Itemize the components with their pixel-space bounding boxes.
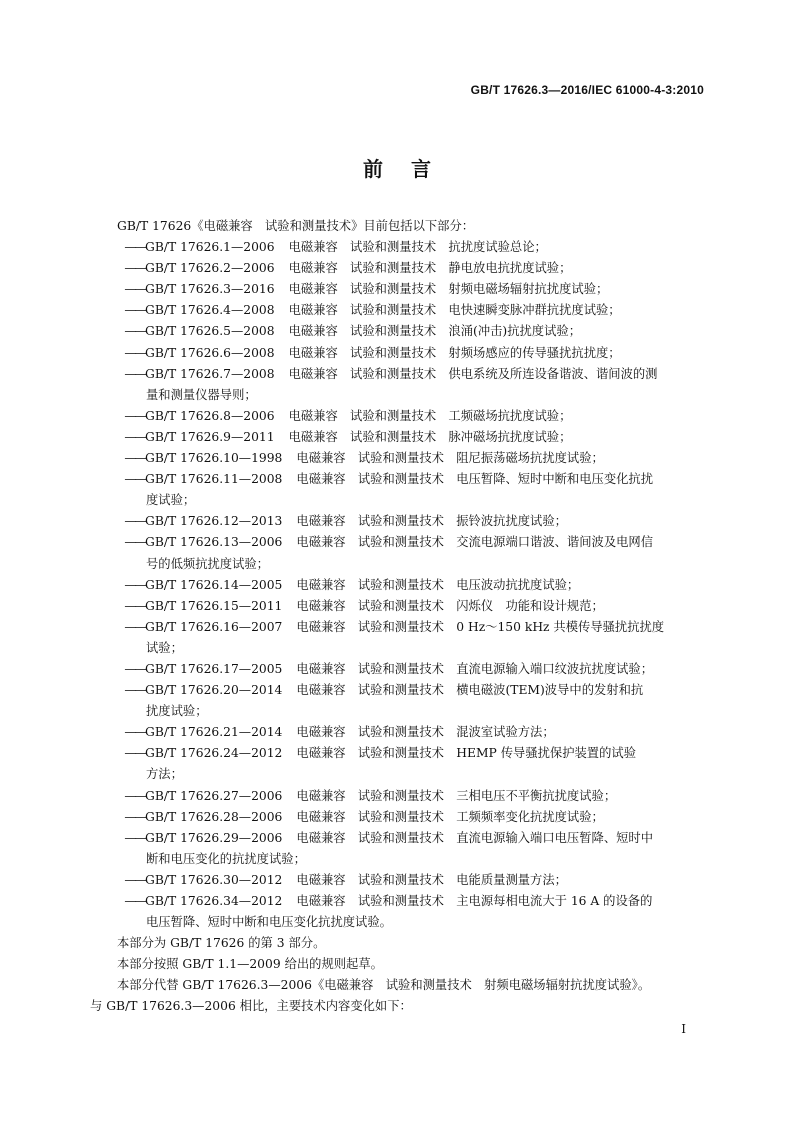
standard-title: 电磁兼容 试验和测量技术 浪涌(冲击)抗扰度试验； (288, 324, 581, 339)
list-dash: —— (124, 872, 145, 887)
list-item (90, 722, 706, 743)
document-body (90, 216, 706, 1018)
list-dash: —— (124, 366, 145, 381)
list-item-continuation: 扰度试验； (146, 704, 208, 719)
page-title (0, 153, 794, 182)
list-dash: —— (124, 514, 145, 529)
list-item (90, 343, 706, 364)
standard-code: GB/T 17626.6—2008 (145, 345, 275, 360)
list-dash: —— (124, 240, 145, 255)
standard-code: GB/T 17626.5—2008 (145, 324, 275, 339)
list-item (90, 617, 706, 638)
list-item (90, 680, 706, 701)
page-number: I (681, 1022, 686, 1036)
paragraph-continuation: 与 GB/T 17626.3—2006 相比，主要技术内容变化如下： (90, 999, 412, 1014)
standard-code: GB/T 17626.16—2007 (145, 619, 283, 634)
list-item (90, 427, 706, 448)
list-dash: —— (124, 282, 145, 297)
list-dash: —— (124, 324, 145, 339)
standard-title: 电磁兼容 试验和测量技术 HEMP 传导骚扰保护装置的试验 (296, 746, 636, 761)
standard-title: 电磁兼容 试验和测量技术 闪烁仪 功能和设计规范； (296, 598, 604, 613)
standard-code: GB/T 17626.10—1998 (145, 451, 283, 466)
list-dash: —— (124, 788, 145, 803)
standard-code: GB/T 17626.27—2006 (145, 788, 283, 803)
list-dash: —— (124, 598, 145, 613)
list-item (90, 743, 706, 764)
list-item (90, 575, 706, 596)
standard-title: 电磁兼容 试验和测量技术 脉冲磁场抗扰度试验； (288, 429, 572, 444)
standard-title: 电磁兼容 试验和测量技术 供电系统及所连设备谐波、谐间波的测 (288, 366, 658, 381)
standard-title: 电磁兼容 试验和测量技术 三相电压不平衡抗扰度试验； (296, 788, 617, 803)
paragraph: 本部分为 GB/T 17626 的第 3 部分。 (117, 936, 326, 951)
list-item (90, 364, 706, 385)
standard-code: GB/T 17626.2—2006 (145, 261, 275, 276)
list-item-continuation: 量和测量仪器导则； (146, 387, 257, 402)
standard-code: GB/T 17626.8—2006 (145, 408, 275, 423)
list-item (90, 786, 706, 807)
standard-code: GB/T 17626.29—2006 (145, 830, 283, 845)
list-dash: —— (124, 619, 145, 634)
standard-title: 电磁兼容 试验和测量技术 混波室试验方法； (296, 725, 555, 740)
intro-paragraph: GB/T 17626《电磁兼容 试验和测量技术》目前包括以下部分： (117, 219, 475, 233)
standard-code: GB/T 17626.20—2014 (145, 683, 283, 698)
list-item (90, 828, 706, 849)
standard-code: GB/T 17626.12—2013 (145, 514, 283, 529)
list-item-continuation: 试验； (146, 640, 183, 655)
list-item (90, 870, 706, 891)
list-dash: —— (124, 894, 145, 908)
standard-code: GB/T 17626.15—2011 (145, 598, 283, 613)
standard-title: 电磁兼容 试验和测量技术 横电磁波(TEM)波导中的发射和抗 (296, 683, 644, 698)
list-item (90, 406, 706, 427)
list-dash: —— (124, 451, 145, 466)
list-item (90, 237, 706, 258)
standard-code: GB/T 17626.34—2012 (145, 894, 283, 908)
standard-code: GB/T 17626.4—2008 (145, 303, 275, 318)
standard-title: 电磁兼容 试验和测量技术 交流电源端口谐波、谐间波及电网信 (296, 535, 654, 550)
list-item (90, 532, 706, 553)
title-char-2: 言 (411, 157, 431, 181)
standard-title: 电磁兼容 试验和测量技术 射频电磁场辐射抗扰度试验； (288, 282, 609, 297)
list-dash: —— (124, 683, 145, 698)
list-dash: —— (124, 661, 145, 676)
standard-code: GB/T 17626.28—2006 (145, 809, 283, 824)
list-item-continuation: 度试验； (146, 493, 196, 508)
list-item (90, 807, 706, 828)
paragraph: 本部分按照 GB/T 1.1—2009 给出的规则起草。 (117, 957, 383, 972)
standard-title: 电磁兼容 试验和测量技术 直流电源输入端口纹波抗扰度试验； (296, 661, 654, 676)
standard-title: 电磁兼容 试验和测量技术 工频磁场抗扰度试验； (288, 408, 572, 423)
list-item (90, 258, 706, 279)
standard-code: GB/T 17626.17—2005 (145, 661, 283, 676)
list-item (90, 448, 706, 469)
list-item (90, 300, 706, 321)
list-dash: —— (124, 577, 145, 592)
standard-title: 电磁兼容 试验和测量技术 振铃波抗扰度试验； (296, 514, 567, 529)
standard-identifier: GB/T 17626.3—2016/IEC 61000-4-3:2010 (470, 83, 704, 97)
list-dash: —— (124, 261, 145, 276)
list-dash: —— (124, 429, 145, 444)
standard-code: GB/T 17626.13—2006 (145, 535, 283, 550)
list-dash: —— (124, 830, 145, 845)
standard-title: 电磁兼容 试验和测量技术 电压波动抗扰度试验； (296, 577, 580, 592)
list-item-continuation: 号的低频抗扰度试验； (146, 556, 269, 571)
part-list (90, 237, 706, 933)
standard-title: 电磁兼容 试验和测量技术 阻尼振荡磁场抗扰度试验； (296, 451, 604, 466)
list-item-continuation: 电压暂降、短时中断和电压变化抗扰度试验。 (146, 915, 392, 930)
standard-title: 电磁兼容 试验和测量技术 电快速瞬变脉冲群抗扰度试验； (288, 303, 621, 318)
standard-code: GB/T 17626.3—2016 (145, 282, 275, 297)
standard-code: GB/T 17626.9—2011 (145, 429, 275, 444)
list-dash: —— (124, 746, 145, 761)
list-item (90, 596, 706, 617)
list-dash: —— (124, 303, 145, 318)
paragraph: 本部分代替 GB/T 17626.3—2006《电磁兼容 试验和测量技术 射频电磁场辐射抗扰度试验》。 (117, 978, 651, 993)
standard-title: 电磁兼容 试验和测量技术 抗扰度试验总论； (288, 240, 547, 255)
standard-code: GB/T 17626.21—2014 (145, 725, 283, 740)
standard-title: 电磁兼容 试验和测量技术 静电放电抗扰度试验； (288, 261, 572, 276)
standard-title: 电磁兼容 试验和测量技术 射频场感应的传导骚扰抗扰度； (288, 345, 621, 360)
list-item (90, 321, 706, 342)
list-item-continuation: 方法； (146, 767, 183, 782)
standard-title: 电磁兼容 试验和测量技术 0 Hz～150 kHz 共模传导骚扰抗扰度 (296, 619, 665, 634)
list-item-continuation: 断和电压变化的抗扰度试验； (146, 851, 306, 866)
list-dash: —— (124, 809, 145, 824)
list-dash: —— (124, 345, 145, 360)
list-dash: —— (124, 535, 145, 550)
list-item (90, 279, 706, 300)
title-char-1: 前 (363, 157, 383, 181)
standard-code: GB/T 17626.7—2008 (145, 366, 275, 381)
standard-title: 电磁兼容 试验和测量技术 工频频率变化抗扰度试验； (296, 809, 604, 824)
standard-title: 电磁兼容 试验和测量技术 主电源每相电流大于 16 A 的设备的 (296, 894, 653, 908)
standard-code: GB/T 17626.11—2008 (145, 472, 283, 487)
standard-title: 电磁兼容 试验和测量技术 电压暂降、短时中断和电压变化抗扰 (296, 472, 654, 487)
list-dash: —— (124, 472, 145, 487)
list-dash: —— (124, 408, 145, 423)
list-item (90, 511, 706, 532)
standard-code: GB/T 17626.1—2006 (145, 240, 275, 255)
standard-title: 电磁兼容 试验和测量技术 直流电源输入端口电压暂降、短时中 (296, 830, 654, 845)
standard-title: 电磁兼容 试验和测量技术 电能质量测量方法； (296, 872, 567, 887)
standard-code: GB/T 17626.24—2012 (145, 746, 283, 761)
list-item (90, 469, 706, 490)
list-dash: —— (124, 725, 145, 740)
list-item (90, 659, 706, 680)
standard-code: GB/T 17626.30—2012 (145, 872, 283, 887)
list-item (90, 891, 706, 912)
standard-code: GB/T 17626.14—2005 (145, 577, 283, 592)
